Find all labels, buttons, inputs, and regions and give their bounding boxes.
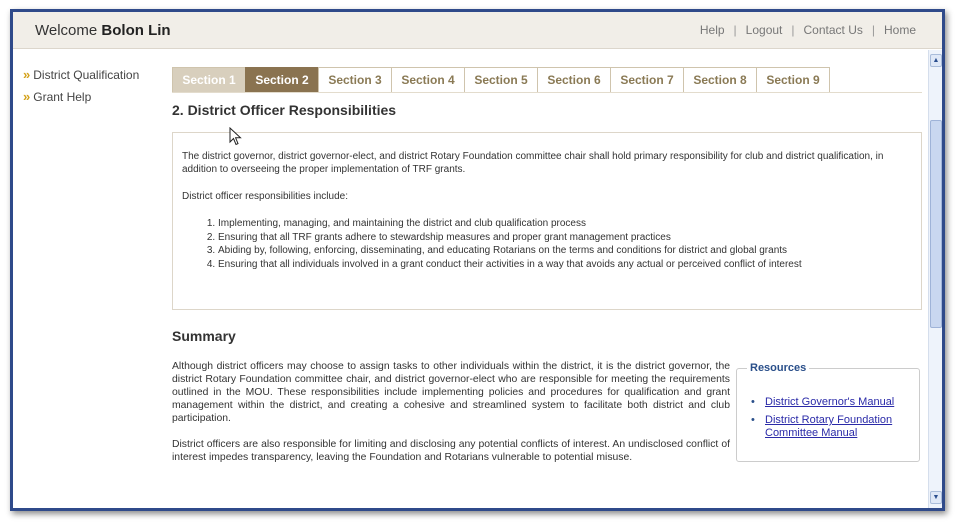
sidebar-item-label: District Qualification bbox=[33, 68, 140, 82]
arrow-down-icon[interactable]: ▼ bbox=[930, 491, 942, 504]
top-nav: Help | Logout | Contact Us | Home bbox=[699, 23, 916, 37]
sidebar bbox=[23, 67, 173, 111]
section-intro: The district governor, district governor-elect, and district Rotary Foundation committee chair shall hold primary responsibility for club and district qualification, in addition to overseeing the proper implementation of TRF grants. bbox=[182, 151, 884, 175]
district-governors-manual-link[interactable]: District Governor's Manual bbox=[765, 396, 895, 408]
arrow-up-icon[interactable]: ▲ bbox=[930, 54, 942, 67]
list-item: • District Governor's Manual bbox=[751, 396, 895, 408]
summary-paragraph-2: District officers are also responsible for limiting and disclosing any potential conflicts of interest. An undisclosed conflict of interest impedes transparency, leaving the Foundation and Rotarians vulnerable to potential misuse. bbox=[172, 439, 730, 463]
sidebar-item-grant-help[interactable] bbox=[23, 89, 173, 104]
resources-box bbox=[736, 362, 920, 462]
list-item: 2. Ensuring that all TRF grants adhere to stewardship measures and proper grant management practices bbox=[218, 231, 912, 245]
scrollbar-thumb[interactable] bbox=[930, 120, 942, 328]
tab-section-1[interactable]: Section 1 bbox=[172, 67, 246, 93]
tab-section-6[interactable]: Section 6 bbox=[537, 67, 611, 93]
list-item: 4. Ensuring that all individuals involved in a grant conduct their activities in a way that avoids any actual or perceived conflict of interest bbox=[218, 258, 912, 272]
responsibilities-list bbox=[218, 217, 912, 271]
user-name: Bolon Lin bbox=[101, 22, 171, 39]
tab-section-2[interactable]: Section 2 bbox=[245, 67, 319, 93]
tabs-divider bbox=[172, 92, 922, 93]
tab-section-3[interactable]: Section 3 bbox=[318, 67, 392, 93]
tab-section-7[interactable]: Section 7 bbox=[610, 67, 684, 93]
tab-section-4[interactable]: Section 4 bbox=[391, 67, 465, 93]
home-link[interactable]: Home bbox=[883, 23, 916, 37]
main-content bbox=[171, 50, 925, 508]
browser-window bbox=[10, 9, 945, 511]
resources-title: Resources bbox=[747, 362, 809, 374]
double-chevron-right-icon: » bbox=[23, 67, 31, 82]
summary-text bbox=[172, 360, 730, 477]
sidebar-item-label: Grant Help bbox=[33, 90, 92, 104]
top-bar bbox=[13, 12, 942, 49]
resources-list bbox=[751, 396, 917, 445]
district-rotary-foundation-committee-manual-link[interactable]: District Rotary Foundation Committee Manual bbox=[765, 414, 893, 439]
tab-section-9[interactable]: Section 9 bbox=[756, 67, 830, 93]
list-item: 3. Abiding by, following, enforcing, disseminating, and educating Rotarians on the terms and conditions for district and global grants bbox=[218, 244, 912, 258]
logout-link[interactable]: Logout bbox=[745, 23, 783, 37]
double-chevron-right-icon: » bbox=[23, 89, 31, 104]
welcome-message bbox=[35, 22, 171, 39]
summary-title: Summary bbox=[172, 328, 236, 344]
list-item: 1. Implementing, managing, and maintaining the district and club qualification process bbox=[218, 217, 912, 231]
tab-section-8[interactable]: Section 8 bbox=[683, 67, 757, 93]
contact-us-link[interactable]: Contact Us bbox=[803, 23, 863, 37]
summary-paragraph-1: Although district officers may choose to assign tasks to other individuals within the district, it is the district governor, the district Rotary Foundation committee chair, and district governor-elect who are responsible for meeting the requirements outlined in the MOU. These responsibilities include implementing policies and procedures for qualification and grant management within the district, and creating a cohesive and streamlined system to facilitate both district and club participation. bbox=[172, 361, 730, 424]
help-link[interactable]: Help bbox=[699, 23, 725, 37]
tab-section-5[interactable]: Section 5 bbox=[464, 67, 538, 93]
responsibilities-heading: District officer responsibilities include: bbox=[182, 191, 348, 202]
section-title: 2. District Officer Responsibilities bbox=[172, 102, 397, 118]
section-tabs bbox=[172, 67, 829, 93]
sidebar-item-district-qualification[interactable] bbox=[23, 67, 173, 82]
mouse-pointer-icon bbox=[229, 127, 243, 147]
welcome-prefix: Welcome bbox=[35, 22, 98, 39]
responsibilities-box bbox=[172, 132, 922, 310]
vertical-scrollbar[interactable] bbox=[928, 50, 942, 508]
list-item: • District Rotary Foundation Committee Manual bbox=[751, 414, 893, 439]
